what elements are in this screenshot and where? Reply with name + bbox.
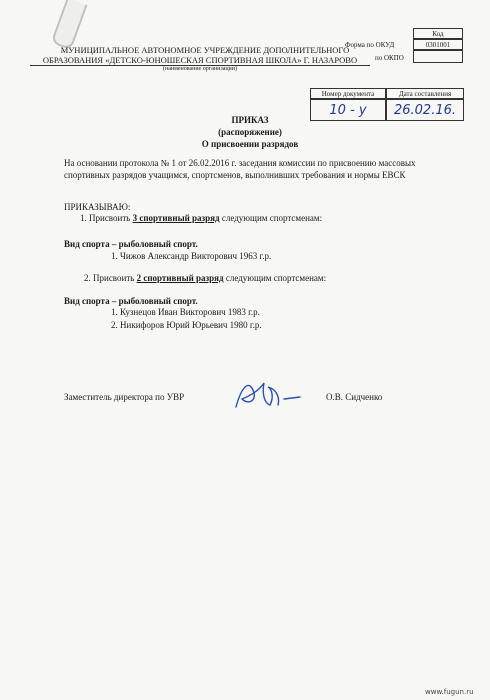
org-caption: (наименование организации) (163, 66, 237, 72)
org-name-line2: ОБРАЗОВАНИЯ «ДЕТСКО-ЮНОШЕСКАЯ СПОРТИВНАЯ ШКОЛА» Г. НАЗАРОВО (30, 55, 370, 66)
doc-subtitle: (распоряжение) (218, 127, 282, 137)
signatory-position: Заместитель директора по УВР (64, 392, 185, 402)
doc-title: ПРИКАЗ (231, 115, 269, 125)
rank-3: 3 спортивный разряд (132, 213, 220, 223)
doc-topic: О присвоении разрядов (201, 139, 299, 149)
watermark: www.fugun.ru (425, 688, 474, 696)
doc-date-header: Дата составления (386, 88, 464, 99)
list2-item-2: 2. Никифоров Юрий Юрьевич 1980 г.р. (111, 320, 262, 330)
rank-2: 2 спортивный разряд (136, 273, 224, 283)
order-word: ПРИКАЗЫВАЮ: (64, 202, 131, 212)
order-item-2: 2. Присвоить 2 спортивный разряд следующим спортсменам: (84, 273, 327, 283)
preamble-text: На основании протокола № 1 от 26.02.2016 г. заседания комиссии по присвоению массовых спортивных разрядов учащимся, спортсменов, выполнивших требования и нормы ЕВСК (64, 158, 416, 180)
doc-number-header: Номер документа (310, 88, 386, 99)
sport-type-2: Вид спорта – рыболовный спорт. (64, 296, 198, 306)
sport-type-1: Вид спорта – рыболовный спорт. (64, 239, 198, 249)
kod-header-cell: Код (413, 28, 463, 39)
org-name-line1: МУНИЦИПАЛЬНОЕ АВТОНОМНОЕ УЧРЕЖДЕНИЕ ДОПОЛНИТЕЛЬНОГО (60, 45, 350, 55)
list1-item-1: 1. Чижов Александр Викторович 1963 г.р. (111, 251, 272, 261)
order-item-1: 1. Присвоить 3 спортивный разряд следующим спортсменам: (80, 213, 323, 223)
okud-code-cell: 0301001 (413, 39, 463, 50)
signatory-name: О.В. Сидченко (326, 392, 383, 402)
doc-number-value: 10 - у (310, 99, 386, 121)
okpo-code-cell (413, 50, 463, 63)
paper-clip (50, 0, 87, 50)
list2-item-1: 1. Кузнецов Иван Викторович 1983 г.р. (111, 307, 260, 317)
okpo-label: по ОКПО (375, 54, 404, 62)
handwritten-signature (228, 375, 308, 415)
doc-date-value: 26.02.16. (386, 99, 464, 121)
okud-label: Форма по ОКУД (345, 41, 395, 49)
